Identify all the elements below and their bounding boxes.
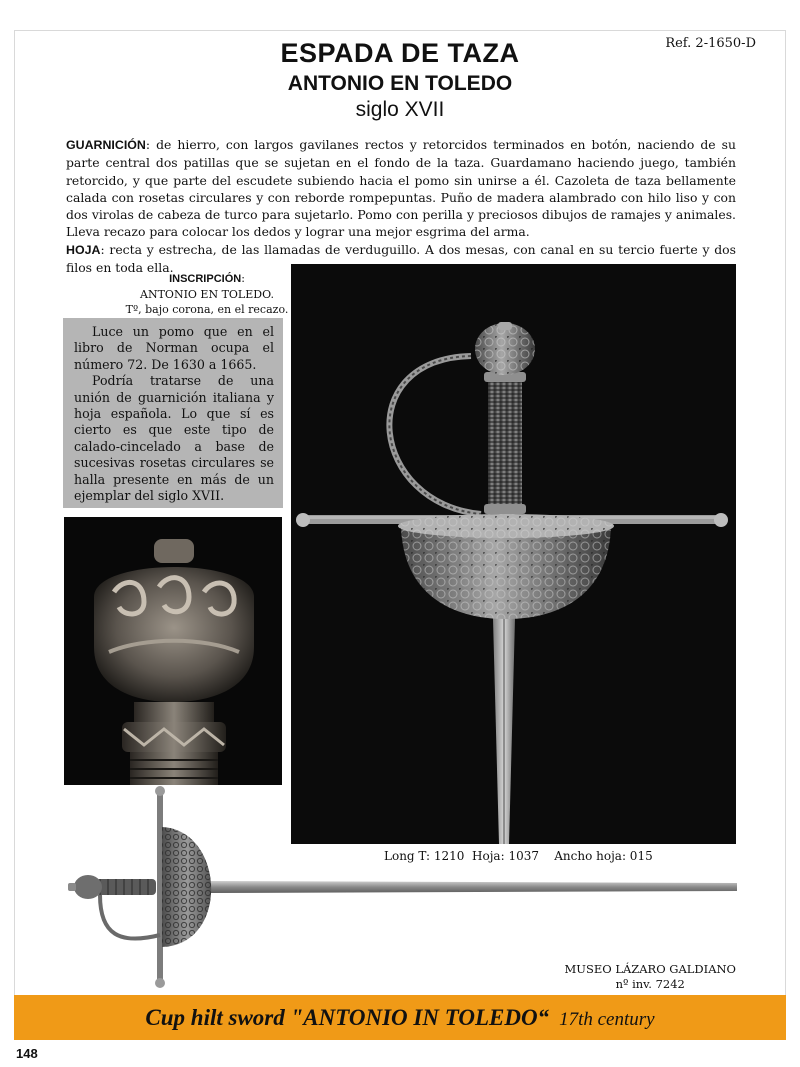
guarnicion-label: GUARNICIÓN [66,138,146,152]
century-label: siglo XVII [355,98,445,121]
sword-main-photo [291,264,736,844]
sword-side-photo [60,785,737,990]
inscription-line-2: Tº, bajo corona, en el recazo. [125,303,289,316]
note-paragraph-2: Podría tratarse de una unión de guarnición italiana y hoja española. Lo que sí es cierto es que este tipo de calado-cincelado a base de sucesivas rosetas circulares se halla presente en más de un ejemplar del siglo XVII. [74,373,274,504]
page-number: 148 [16,1046,38,1061]
page-subtitle: ANTONIO EN TOLEDO [287,72,513,95]
inscription-line-1: ANTONIO EN TOLEDO. [140,288,274,301]
pommel-detail-photo [64,517,282,785]
dimensions-caption: Long T: 1210 Hoja: 1037 Ancho hoja: 015 [384,849,653,863]
english-title: Cup hilt sword "ANTONIO IN TOLEDO“ [145,1005,550,1030]
reference-code: Ref. 2-1650-D [665,36,756,51]
note-paragraph-1: Luce un pomo que en el libro de Norman ocupa el número 72. De 1630 a 1665. [74,324,274,372]
english-century: 17th century [559,1009,655,1030]
museum-credit [565,962,737,992]
description [66,136,736,276]
inscription-label: INSCRIPCIÓN [169,273,242,285]
inscription-colon: : [241,272,245,285]
page-title: ESPADA DE TAZA [280,38,520,68]
museum-inventory: nº inv. 7242 [615,977,685,991]
hoja-text: : recta y estrecha, de las llamadas de verduguillo. A dos mesas, con canal en su tercio fuerte y dos filos en toda ella. [66,241,736,276]
english-title-banner [14,995,786,1040]
museum-name: MUSEO LÁZARO GALDIANO [564,962,736,976]
guarnicion-text: : de hierro, con largos gavilanes rectos y retorcidos terminados en botón, naciendo de su parte central dos patillas que se sujetan en el fondo de la taza. Guardamano haciendo juego, también retorcido, y que parte del escudete subiendo hacia el pomo sin unirse a él. Cazoleta de taza bellamente calada con rosetas circulares y con reborde rompepuntas. Puño de madera alambrado con hilo liso y con dos virolas de cabeza de turco para sujetarlo. Pomo con perilla y preciosos dibujos de ramajes y animales. Lleva recazo para colocar los dedos y lograr una mejor esgrima del arma. [66,137,736,240]
note-box [63,318,283,508]
hoja-label: HOJA [66,242,101,257]
guarnicion-paragraph [66,136,736,241]
